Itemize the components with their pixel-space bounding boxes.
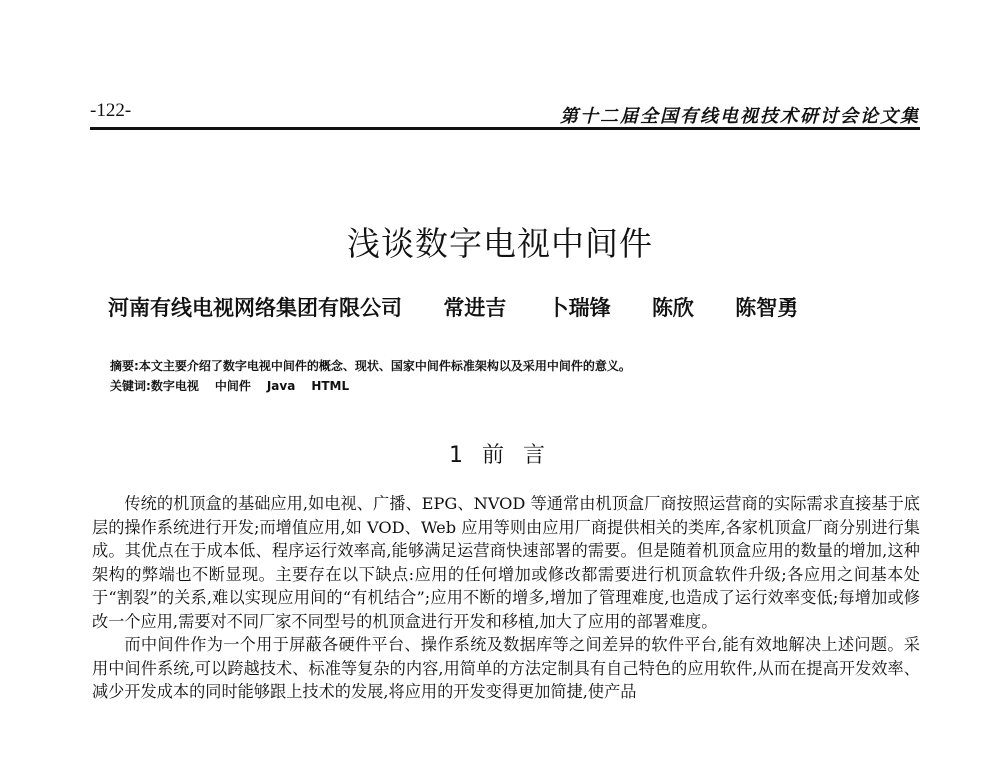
affiliation: 河南有线电视网络集团有限公司 <box>108 295 402 320</box>
author-line <box>108 292 908 322</box>
abstract-text: 本文主要介绍了数字电视中间件的概念、现状、国家中间件标准架构以及采用中间件的意义。 <box>138 359 631 373</box>
body-text <box>92 492 920 704</box>
journal-title: 第十二届全国有线电视技术研讨会论文集 <box>560 106 920 127</box>
paper-title: 浅谈数字电视中间件 <box>347 224 653 263</box>
section-heading <box>0 438 1000 469</box>
keywords-line <box>110 376 910 396</box>
keyword: HTML <box>311 379 350 393</box>
author-name: 卜瑞锋 <box>547 295 611 320</box>
keywords-label: 关键词: <box>110 379 151 393</box>
page-header <box>90 100 920 128</box>
keyword: 数字电视 <box>150 379 199 393</box>
abstract-line <box>110 356 910 376</box>
header-rule <box>90 127 920 130</box>
author-name: 陈欣 <box>651 295 694 320</box>
abstract-label: 摘要: <box>110 359 139 373</box>
keyword: 中间件 <box>214 379 251 393</box>
paragraph: 而中间件作为一个用于屏蔽各硬件平台、操作系统及数据库等之间差异的软件平台,能有效地解决上述问题。采用中间件系统,可以跨越技术、标准等复杂的内容,用简单的方法定制具有自己特色的应用软件,从而在提高开发效率、减少开发成本的同时能够跟上技术的发展,将应用的开发变得更加简捷,使产品 <box>92 635 920 701</box>
section-number: 1 <box>449 443 469 468</box>
page-number: -122- <box>90 100 132 121</box>
section-title: 前 言 <box>482 443 551 468</box>
keyword: Java <box>266 379 296 393</box>
author-name: 陈智勇 <box>735 295 799 320</box>
paragraph: 传统的机顶盒的基础应用,如电视、广播、EPG、NVOD 等通常由机顶盒厂商按照运营商的实际需求直接基于底层的操作系统进行开发;而增值应用,如 VOD、Web 应用等则由应用厂商提供相关的类库,各家机顶盒厂商分别进行集成。其优点在于成本低、程序运行效率高,能够满足运营商快速部署的需要。但是随着机顶盒应用的数量的增加,这种架构的弊端也不断显现。主要存在以下缺点:应用的任何增加或修改都需要进行机顶盒软件升级;各应用之间基本处于“割裂”的关系,难以实现应用间的“有机结合”;应用不断的增多,增加了管理难度,也造成了运行效率变低;每增加或修改一个应用,需要对不同厂家不同型号的机顶盒进行开发和移植,加大了应用的部署难度。 <box>92 494 920 631</box>
abstract-block <box>110 356 910 396</box>
author-name: 常进吉 <box>443 295 507 320</box>
